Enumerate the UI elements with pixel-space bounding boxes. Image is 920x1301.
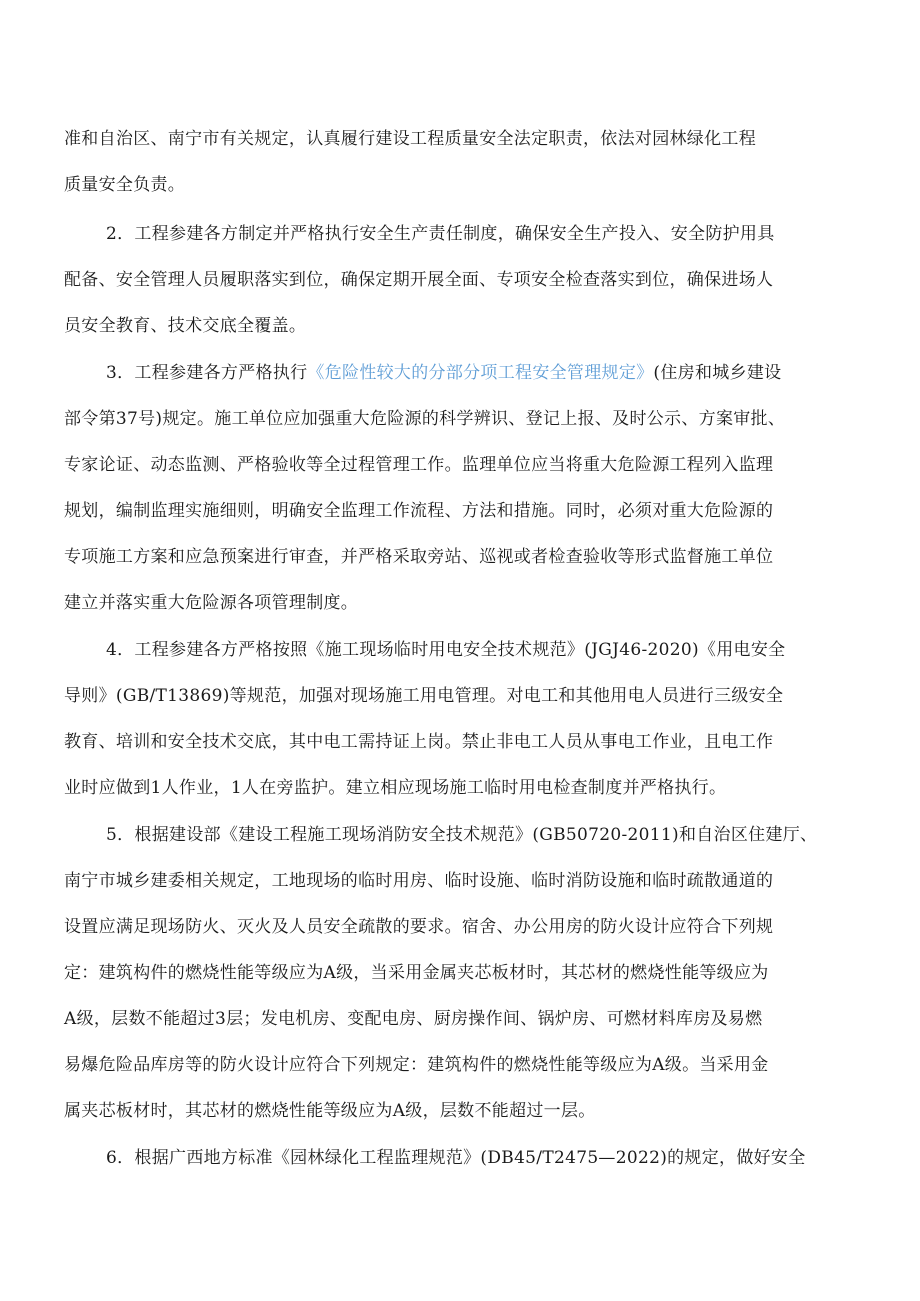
text-line: 4．工程参建各方严格按照《施工现场临时用电安全技术规范》(JGJ46-2020)《用电安全	[106, 640, 786, 660]
text-line: 教育、培训和安全技术交底，其中电工需持证上岗。禁止非电工人员从事电工作业，且电工作	[64, 732, 774, 752]
text-line: 6．根据广西地方标准《园林绿化工程监理规范》(DB45/T2475—2022)的规定，做好安全	[106, 1148, 806, 1168]
text-line: 属夹芯板材时，其芯材的燃烧性能等级应为A级，层数不能超过一层。	[64, 1101, 596, 1121]
text-line: 员安全教育、技术交底全覆盖。	[64, 316, 307, 336]
text-line: 业时应做到1人作业，1人在旁监护。建立相应现场施工临时用电检查制度并严格执行。	[64, 778, 727, 798]
text-line: A级，层数不能超过3层；发电机房、变配电房、厨房操作间、锅炉房、可燃材料库房及易燃	[64, 1009, 763, 1029]
text-line: 专家论证、动态监测、严格验收等全过程管理工作。监理单位应当将重大危险源工程列入监理	[64, 455, 774, 475]
regulation-link[interactable]: 《危险性较大的分部分项工程安全管理规定》	[307, 363, 654, 383]
text-segment: 3．工程参建各方严格执行	[106, 363, 308, 383]
text-line: 准和自治区、南宁市有关规定，认真履行建设工程质量安全法定职责，依法对园林绿化工程	[64, 129, 756, 149]
text-line: 部令第37号)规定。施工单位应加强重大危险源的科学辨识、登记上报、及时公示、方案审批、	[64, 409, 786, 429]
text-line: 定：建筑构件的燃烧性能等级应为A级，当采用金属夹芯板材时，其芯材的燃烧性能等级应为	[64, 963, 769, 983]
text-line: 2．工程参建各方制定并严格执行安全生产责任制度，确保安全生产投入、安全防护用具	[106, 224, 775, 244]
text-line	[106, 361, 781, 385]
text-segment: (住房和城乡建设	[653, 363, 782, 383]
text-line: 质量安全负责。	[64, 175, 186, 195]
text-line: 规划，编制监理实施细则，明确安全监理工作流程、方法和措施。同时，必须对重大危险源的	[64, 501, 774, 521]
text-line: 专项施工方案和应急预案进行审查，并严格采取旁站、巡视或者检查验收等形式监督施工单位	[64, 547, 774, 567]
text-line: 设置应满足现场防火、灭火及人员安全疏散的要求。宿舍、办公用房的防火设计应符合下列规	[64, 917, 774, 937]
text-line: 5．根据建设部《建设工程施工现场消防安全技术规范》(GB50720-2011)和自治区住建厅、	[106, 825, 818, 845]
text-line: 南宁市城乡建委相关规定，工地现场的临时用房、临时设施、临时消防设施和临时疏散通道的	[64, 871, 774, 891]
text-line: 配备、安全管理人员履职落实到位，确保定期开展全面、专项安全检查落实到位，确保进场人	[64, 270, 774, 290]
text-line: 导则》(GB/T13869)等规范，加强对现场施工用电管理。对电工和其他用电人员进行三级安全	[64, 686, 784, 706]
text-line: 建立并落实重大危险源各项管理制度。	[64, 593, 359, 613]
text-line: 易爆危险品库房等的防火设计应符合下列规定：建筑构件的燃烧性能等级应为A级。当采用金	[64, 1055, 769, 1075]
